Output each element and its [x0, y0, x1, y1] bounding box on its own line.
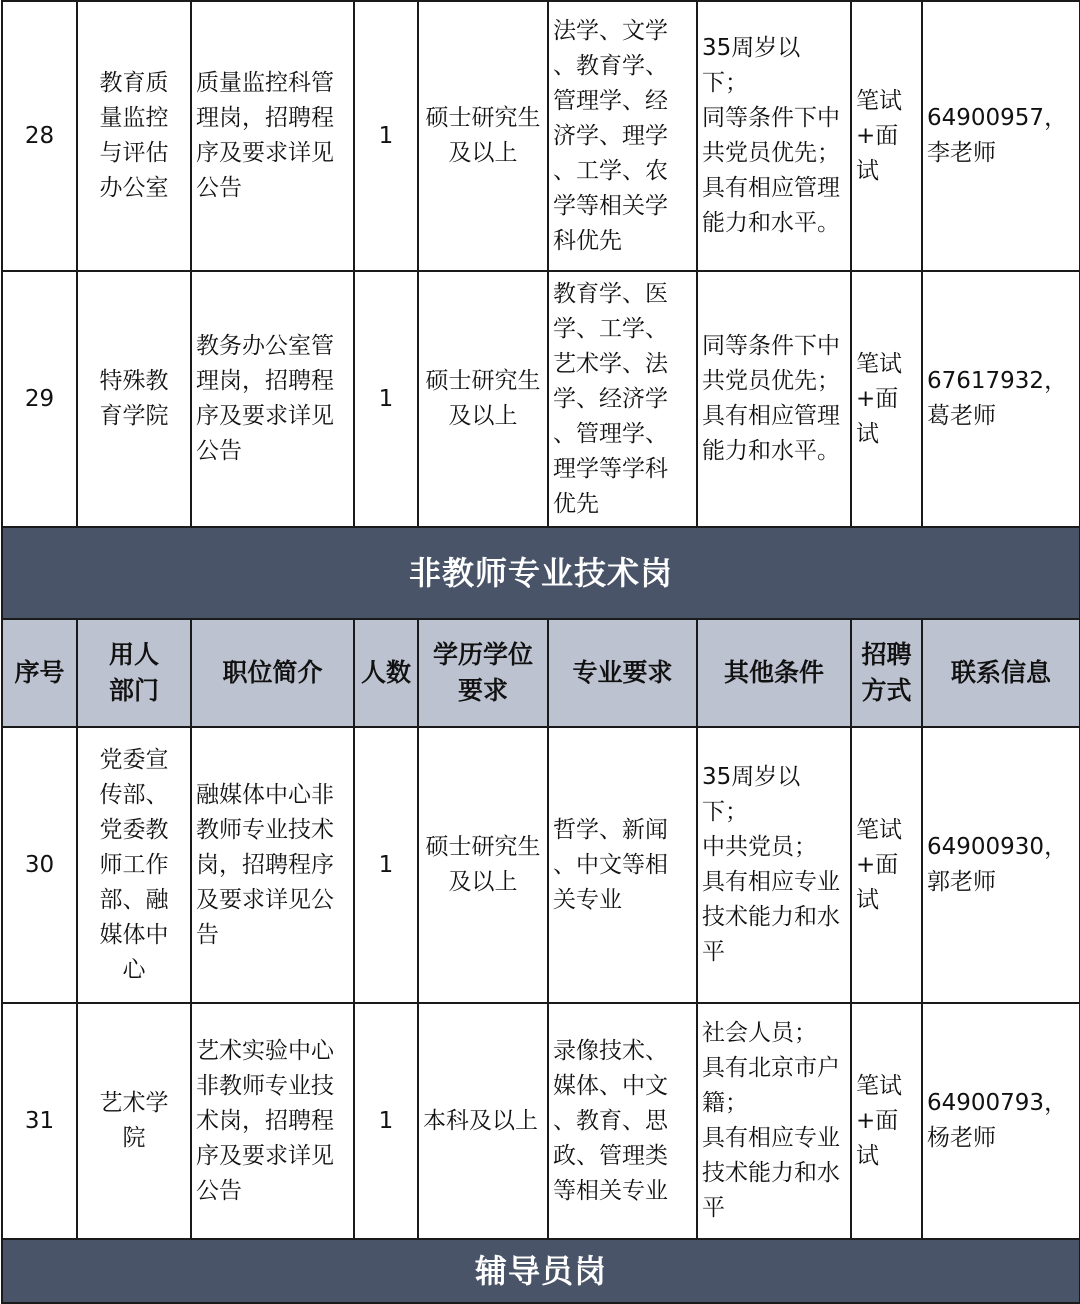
row-number: 31 [2, 1003, 77, 1239]
department-cell: 特殊教 育学院 [77, 271, 191, 527]
position-description-cell: 融媒体中心非 教师专业技术 岗，招聘程序 及要求详见公 告 [191, 727, 354, 1003]
major-requirement-cell: 教育学、医 学、工学、 艺术学、法 学、经济学 、管理学、 理学等学科 优先 [548, 271, 697, 527]
contact-info-cell: 64900793， 杨老师 [922, 1003, 1080, 1239]
header-department: 用人 部门 [77, 619, 191, 727]
section-heading-row [2, 1239, 1080, 1303]
section-title: 辅导员岗 [2, 1239, 1080, 1303]
contact-info-cell: 64900957， 李老师 [922, 1, 1080, 271]
table-row [2, 727, 1080, 1003]
header-major-requirement: 专业要求 [548, 619, 697, 727]
major-requirement-cell: 法学、文学 、教育学、 管理学、经 济学、理学 、工学、农 学等相关学 科优先 [548, 1, 697, 271]
position-description-cell: 艺术实验中心 非教师专业技 术岗，招聘程 序及要求详见 公告 [191, 1003, 354, 1239]
position-description-cell: 教务办公室管 理岗，招聘程 序及要求详见 公告 [191, 271, 354, 527]
recruitment-method-cell: 笔试 +面 试 [851, 1003, 922, 1239]
other-conditions-cell: 35周岁以 下； 中共党员； 具有相应专业 技术能力和水 平 [697, 727, 851, 1003]
contact-info-cell: 67617932， 葛老师 [922, 271, 1080, 527]
education-cell: 硕士研究生 及以上 [418, 727, 548, 1003]
header-education: 学历学位 要求 [418, 619, 548, 727]
section-heading-row [2, 527, 1080, 619]
major-requirement-cell: 录像技术、 媒体、中文 、教育、思 政、管理类 等相关专业 [548, 1003, 697, 1239]
table-row [2, 1, 1080, 271]
recruitment-table [1, 0, 1080, 1304]
header-contact-info: 联系信息 [922, 619, 1080, 727]
header-headcount: 人数 [354, 619, 418, 727]
department-cell: 教育质 量监控 与评估 办公室 [77, 1, 191, 271]
department-cell: 艺术学 院 [77, 1003, 191, 1239]
other-conditions-cell: 同等条件下中 共党员优先； 具有相应管理 能力和水平。 [697, 271, 851, 527]
education-cell: 本科及以上 [418, 1003, 548, 1239]
table-row [2, 1003, 1080, 1239]
recruitment-method-cell: 笔试 +面 试 [851, 727, 922, 1003]
major-requirement-cell: 哲学、新闻 、中文等相 关专业 [548, 727, 697, 1003]
headcount-cell: 1 [354, 1003, 418, 1239]
education-cell: 硕士研究生 及以上 [418, 1, 548, 271]
row-number: 28 [2, 1, 77, 271]
header-other-conditions: 其他条件 [697, 619, 851, 727]
header-position-description: 职位简介 [191, 619, 354, 727]
headcount-cell: 1 [354, 271, 418, 527]
row-number: 29 [2, 271, 77, 527]
other-conditions-cell: 35周岁以 下； 同等条件下中 共党员优先； 具有相应管理 能力和水平。 [697, 1, 851, 271]
section-title: 非教师专业技术岗 [2, 527, 1080, 619]
header-recruitment-method: 招聘 方式 [851, 619, 922, 727]
table-row [2, 271, 1080, 527]
headcount-cell: 1 [354, 727, 418, 1003]
table-header-row [2, 619, 1080, 727]
headcount-cell: 1 [354, 1, 418, 271]
education-cell: 硕士研究生 及以上 [418, 271, 548, 527]
position-description-cell: 质量监控科管 理岗，招聘程 序及要求详见 公告 [191, 1, 354, 271]
recruitment-method-cell: 笔试 +面 试 [851, 271, 922, 527]
row-number: 30 [2, 727, 77, 1003]
department-cell: 党委宣 传部、 党委教 师工作 部、融 媒体中 心 [77, 727, 191, 1003]
other-conditions-cell: 社会人员； 具有北京市户 籍； 具有相应专业 技术能力和水 平 [697, 1003, 851, 1239]
recruitment-method-cell: 笔试 +面 试 [851, 1, 922, 271]
contact-info-cell: 64900930， 郭老师 [922, 727, 1080, 1003]
header-number: 序号 [2, 619, 77, 727]
